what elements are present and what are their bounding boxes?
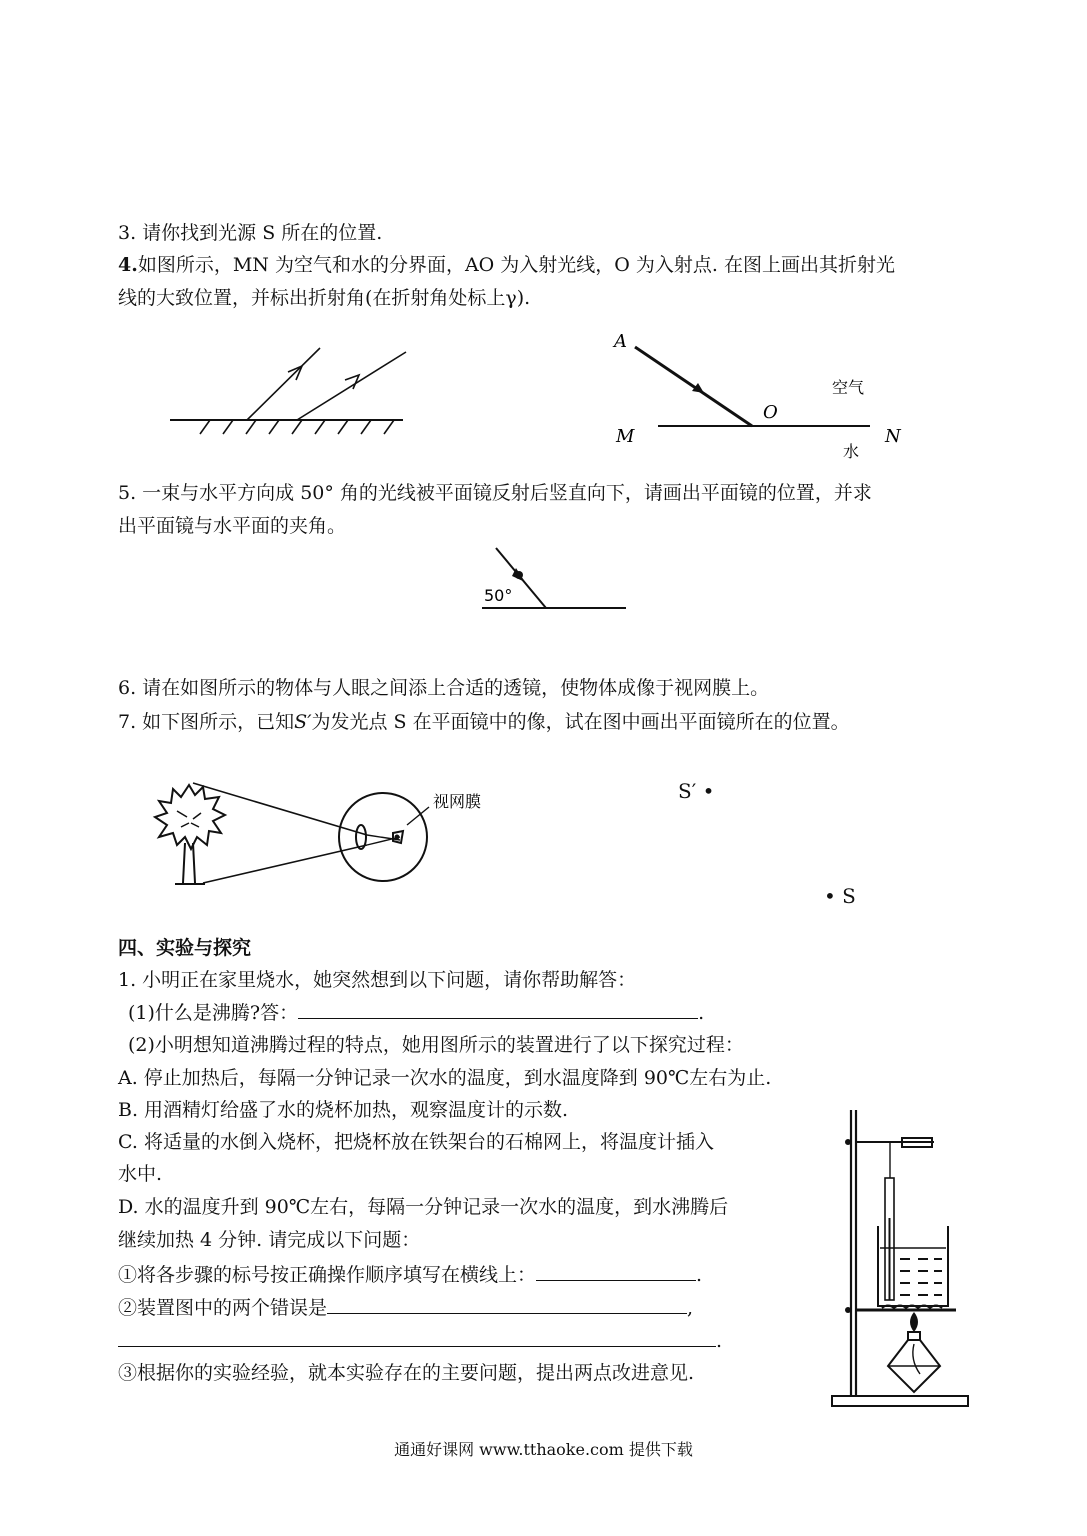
label-50-degree: 50°: [484, 586, 513, 605]
step-d-line-1: D. 水的温度升到 90℃左右，每隔一分钟记录一次水的温度，到水沸腾后: [118, 1196, 729, 1218]
figure-tree-and-eye: [115, 765, 535, 900]
sub-question-1-text: ①将各步骤的标号按正确操作顺序填写在横线上：: [118, 1264, 537, 1286]
sub-question-2-continued: [118, 1328, 722, 1353]
figure-refraction: [600, 325, 920, 465]
question-6: 6. 请在如图所示的物体与人眼之间添上合适的透镜，使物体成像于视网膜上。: [118, 677, 770, 699]
label-a: A: [614, 331, 627, 352]
experiment-1-part-2: (2)小明想知道沸腾过程的特点，她用图所示的装置进行了以下探究过程：: [128, 1034, 744, 1056]
step-a: A. 停止加热后，每隔一分钟记录一次水的温度，到水温度降到 90℃左右为止.: [118, 1067, 772, 1089]
label-o: O: [763, 402, 778, 423]
point-s-prime-dot: •: [696, 779, 715, 803]
step-b: B. 用酒精灯给盛了水的烧杯加热，观察温度计的示数.: [118, 1099, 569, 1121]
step-d-line-2: 继续加热 4 分钟. 请完成以下问题：: [118, 1229, 421, 1251]
answer-blank-errors-2[interactable]: [118, 1328, 716, 1347]
point-s-dot: •: [824, 884, 843, 908]
question-4-line-2: 线的大致位置，并标出折射角(在折射角处标上γ).: [118, 287, 531, 309]
question-3: 3. 请你找到光源 S 所在的位置.: [118, 222, 383, 244]
answer-blank-order[interactable]: [536, 1262, 696, 1281]
question-5-line-2: 出平面镜与水平面的夹角。: [118, 515, 347, 537]
step-c-line-2: 水中.: [118, 1163, 163, 1185]
sub-question-2-text: ②装置图中的两个错误是: [118, 1297, 328, 1319]
sub-question-1: [118, 1262, 702, 1287]
experiment-1-part-1: [128, 1000, 704, 1025]
section-4-title: 四、实验与探究: [118, 937, 252, 959]
answer-blank-boiling[interactable]: [298, 1000, 698, 1019]
label-water: 水: [843, 442, 860, 461]
question-7-suffix: 为发光点 S 在平面镜中的像，试在图中画出平面镜所在的位置。: [311, 711, 850, 733]
point-s-prime-label: S′: [678, 779, 697, 803]
point-s-prime: [678, 779, 714, 803]
question-5-line-1: 5. 一束与水平方向成 50° 角的光线被平面镜反射后竖直向下，请画出平面镜的位置，并求: [118, 482, 872, 504]
question-7-symbol: S′: [294, 711, 312, 733]
question-4-text-1: 如图所示，MN 为空气和水的分界面，AO 为入射光线，O 为入射点. 在图上画出其折射光: [137, 254, 895, 276]
point-s: [824, 884, 856, 908]
point-s-label: S: [842, 884, 856, 908]
sub-question-3: ③根据你的实验经验，就本实验存在的主要问题，提出两点改进意见.: [118, 1362, 695, 1384]
comma: ,: [687, 1297, 694, 1319]
figure-boiling-apparatus: [826, 1108, 976, 1418]
question-4-line-1: [118, 253, 895, 277]
label-n: N: [885, 426, 901, 447]
figure-50-degree-ray: [470, 540, 640, 620]
figure-reflected-rays: [160, 340, 420, 440]
question-7: [118, 710, 850, 734]
answer-blank-errors-1[interactable]: [327, 1295, 687, 1314]
period: .: [698, 1002, 705, 1024]
label-retina: 视网膜: [433, 792, 482, 811]
period: .: [696, 1264, 703, 1286]
experiment-1-part-1-text: (1)什么是沸腾?答：: [128, 1002, 299, 1024]
question-4-number: 4.: [118, 254, 138, 276]
step-c-line-1: C. 将适量的水倒入烧杯，把烧杯放在铁架台的石棉网上，将温度计插入: [118, 1131, 714, 1153]
label-air: 空气: [832, 378, 865, 397]
label-m: M: [616, 426, 635, 447]
question-7-prefix: 7. 如下图所示，已知: [118, 711, 295, 733]
period: .: [716, 1330, 723, 1352]
sub-question-2: [118, 1295, 693, 1320]
experiment-1-intro: 1. 小明正在家里烧水，她突然想到以下问题，请你帮助解答：: [118, 969, 637, 991]
footer: 通通好课网 www.tthaoke.com 提供下载: [394, 1440, 693, 1459]
